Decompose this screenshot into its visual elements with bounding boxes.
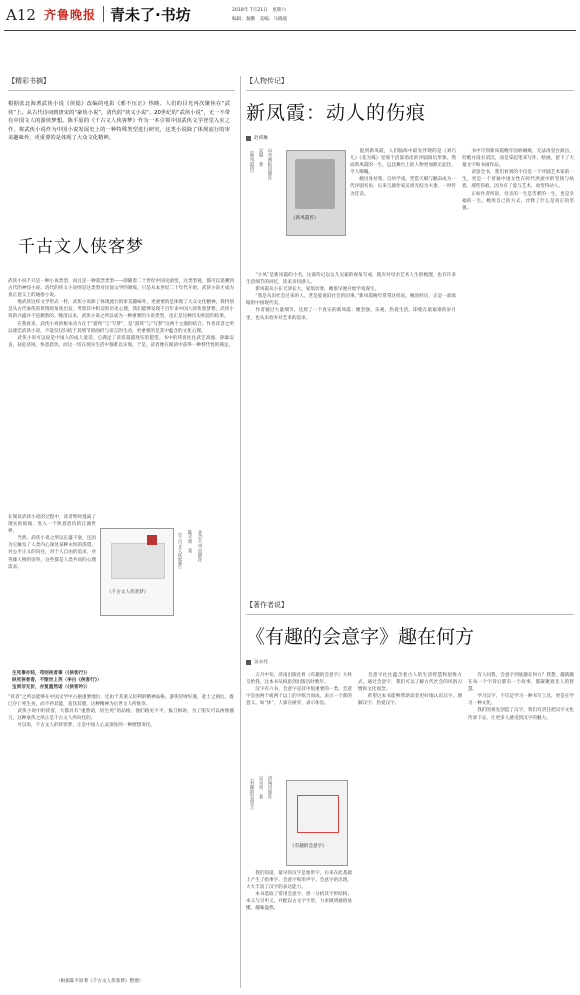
excerpt-title: 千古文人侠客梦 <box>18 237 144 257</box>
book-cover-xinfengxia <box>286 150 346 236</box>
poem-block <box>12 670 232 691</box>
article2-title-book: 《有趣的会意字》 <box>246 626 399 648</box>
poem-line: 纵死侠骨香，不惭世上英（李白《侠客行》） <box>12 678 102 683</box>
section-name: 青未了 <box>110 6 156 24</box>
book3-caption: 《有趣的会意字》 <box>249 776 254 813</box>
book1-caption-vertical: 《千古文人侠客梦》 <box>177 530 182 572</box>
left-excerpt-section <box>8 76 235 988</box>
book3-cover-title: 《有趣的会意字》 <box>290 844 327 849</box>
section-title <box>110 4 191 25</box>
article1-column-3: 书中写到新凤霞晚年因病瘫痪，无法再登台演出，但她并没有消沉，而是拿起笔来写作、绘画，留下了大量文字和书画作品。 读罢全书，我们看到的不仅是一个评剧艺术家的一生，更是一个普通中国女性在时代洪流中的坚韧与执着。那些伤痕，因为有了爱与艺术，而变得动人。 正如作者所说，母亲的一生是苦难的一生，也是幸福的一生。她用自己的方式，诠释了什么是真正的坚强。 <box>462 149 574 211</box>
article2-title <box>246 622 474 649</box>
date-line: 2018年 7月21日 星期六 <box>232 8 287 13</box>
article2-title-rest: 趣在何方 <box>398 626 475 648</box>
header-divider <box>103 6 104 22</box>
book3-publisher: 济南出版社 <box>267 776 272 799</box>
excerpt-body-1: 武侠小说不只是一种小说类型，而且是一种遥念类型——即随着二十世纪中国史剧变，这类型观，都可以追溯到古代的神怪小说。清代的侠义小说则是这类型对民间文学的吸收。只是从本世纪二十年代开始，武侠小说才成为真正意义上的通俗小说。 像武侠这样文学形式一样，武侠小说除了体现流行的审美趣味外，更重要的是体现了大众文化精神，我特别是从古代豪侠的侠情的角度出发，考察其中积淀的历史心理，我们能够发现千百年来中国人的侠客梦想，武侠小说的兴盛并不是偶然的。晚清以来，武侠小说之所以成为一种重要的小说类型，也正是这种历史积淀的结果。 在我看来，武侠小说的根本动力在于“游侠”与“写梦”，是“游侠”与“写梦”这两个主题的结合。作者读者之所以迷恋武侠小说，不能仅仅归结于其情节的曲折与语言的生动，更重要的是其中蕴含的文化心理。 武侠小说可以说是中国人的成人童话，它满足了读者超越现实的愿望。书中的侠客往往武艺高强，除暴安良，扶危济困，快意恩仇，而这一切在现实生活中都难以实现。于是，读者便在阅读中获得一种替代性的满足。 <box>8 279 234 348</box>
editors-line: 编辑：秦鹏 美编：马晓迪 <box>232 17 288 22</box>
book1-author: 陈平原 著 <box>187 530 192 553</box>
article1-column-2: “小凤”是新凤霞的小名，这部传记以女儿吴霜的视角写成，既有对母亲艺术人生的梳理，也有许多生活细节的回忆，读来亲切感人。 新凤霞从小在天津长大，家境贫寒，她很早便开始学戏谋生。 “我是从旧社会过来的人，老是爱说旧社会的旧事。”新凤霞晚年常常这样说。她的经历，正是一部浓缩的中国现代史。 作者通过大量细节，还原了一个真实的新凤霞：她坚强、乐观、热爱生活，即使在最艰难的岁月里，也从未放弃对艺术的追求。 <box>246 273 456 321</box>
article1-tag: 【人物传记】 <box>246 77 288 85</box>
page-header <box>0 0 580 40</box>
article2-column-3: 会意字往往蕴含着古人的生活智慧和思维方式。通过会意字，我们可以了解古代社会的风俗习惯和文化观念。 希望这本书能够帮助读者更好地认识汉字、理解汉字、热爱汉字。 <box>358 673 462 707</box>
article2-tag: 【著作者说】 <box>246 601 288 609</box>
article-xinfengxia <box>246 76 576 556</box>
page-number: A12 <box>6 6 36 24</box>
article2-tag-rule <box>246 614 574 615</box>
article1-tag-rule <box>246 90 574 91</box>
excerpt-body-2: 在阅读武侠小说的过程中，读者暂时逃离了现实的烦恼，进入一个快意恩仇的江湖世界。 当然，武侠小说之所以长盛不衰，还因为它触及了人类内心深处某种永恒的渴望。对公平正义的向往，对个人自由的追求，对英雄人物的崇拜，这些都是人类共同的心理需求。 <box>8 515 96 570</box>
column-separator <box>240 76 241 988</box>
article2-column-2: 我们知道，最早的汉字是象形字，后来在此基础上产生了指事字、会意字和形声字。会意字的出现，大大丰富了汉字的表达能力。 本书选取了常用会意字，逐一分析其字形结构、本义与引申义，并配以古文字字形，力求做到通俗易懂、趣味盎然。 <box>246 871 352 912</box>
book-cover-caption: 《千古文人侠客梦》 <box>107 590 149 595</box>
book3-author: 吴永亮 著 <box>258 776 263 799</box>
article2-byline-marker <box>246 660 251 665</box>
book2-caption: 《新凤霞传》 <box>249 148 254 176</box>
article2-byline: 吴永亮 <box>254 660 268 665</box>
book-cover-stamp <box>147 535 157 545</box>
book2-author: 吴霜 著 <box>258 148 263 167</box>
subsection-name: 书坊 <box>160 6 191 24</box>
article1-title: 新凤霞：动人的伤痕 <box>246 102 427 124</box>
newspaper-logo: 齐鲁晚报 <box>44 8 97 22</box>
book2-publisher: 山东画报出版社 <box>267 148 272 181</box>
book1-publisher: 北京大学出版社 <box>197 530 202 563</box>
poem-line: 宝剑非无价，亦复重然诺（《侠客吟》） <box>12 685 91 690</box>
book2-cover-title: 《新凤霞传》 <box>291 216 319 221</box>
excerpt-source: （根据陈平原著《千古文人侠客梦》整理） <box>56 979 144 984</box>
excerpt-body-3: “侠者”之所以能够在中国文学中占据重要地位，还由于其重义轻利的精神品格。游侠轻财好施，赴士之困厄，既已存亡死生矣，而不矜其能，羞伐其德，这种精神为后世文人所推崇。 武侠小说中的侠客，大都具有“重然诺，轻生死”的品格，他们路见不平，拔刀相助，为了朋友可以两肋插刀，这种豪侠之风正是千古文人所向往的。 可以说，千古文人的侠客梦，正是中国人心灵深处的一种理想寄托。 <box>8 695 234 729</box>
book3-cover-title-art <box>297 795 339 833</box>
book-cover-art <box>111 543 165 579</box>
poem-line: 生死事亦轻，苟则侠者事（《侠客行》） <box>12 671 91 676</box>
excerpt-intro: 根据张北海著武侠小说《侠隐》改编的电影《邪不压正》热映，人们的目光再次聚焦在“武侠”上。从古代诗词到唐宋的“豪侠小说”，清代的“侠义小说”、20世纪的“武侠小说”，无一不带有中国文人的游侠梦想。陈平原的《千古文人侠客梦》作为一本引领中国武侠文学登堂入室之作，将武侠小说作为中国小说发展史上的一种特殊类型进行研究，这类小说除了体现流行的审美趣味外，更重要的是体现了大众文化精神。 <box>8 101 230 142</box>
book-cover-huiyizi <box>286 780 348 866</box>
excerpt-tag-rule <box>8 90 235 91</box>
article1-byline: 赵祺琳 <box>254 136 268 141</box>
book-cover-qiangu <box>100 528 174 616</box>
article1-byline-marker <box>246 136 251 141</box>
excerpt-tag: 【精彩书摘】 <box>8 77 50 85</box>
section-dot: · <box>155 6 161 24</box>
header-rule <box>4 30 576 31</box>
article2-column-1: 五月中旬，济南出版社将《有趣的会意字》大样交给我，这本书从构思到出版历时数年。 汉字有六书，会意字是其中很重要的一类。会意字是由两个或两个以上的字组合而成，表示一个新的意义。如“休”，人靠在树旁，表示休息。 <box>246 673 352 707</box>
article2-column-4: 有人问我，会意字到底趣在何方？我想，趣就趣在每一个字背后都有一个故事，都凝聚着先人的智慧。 学习汉字，不仅是学习一种书写工具，更是在学习一种文化。 我们的祖先创造了汉字，我们有责任把汉字文化传承下去，让更多人感受到汉字的魅力。 <box>468 673 574 721</box>
article-huiyizi <box>246 600 576 990</box>
article1-column-1: 提到新凤霞，人们脑海中最先浮现的是《刘巧儿》《花为媒》里那个活泼俏皮的评剧演员形象。然而新凤霞的一生，远比舞台上的人物更加跌宕起伏，令人唏嘘。 她出身贫寒，自幼学戏，凭借天赋与勤奋成为一代评剧名角。后来与剧作家吴祖光结为夫妻，一时传为佳话。 <box>350 149 456 197</box>
book2-cover-portrait <box>295 159 335 209</box>
